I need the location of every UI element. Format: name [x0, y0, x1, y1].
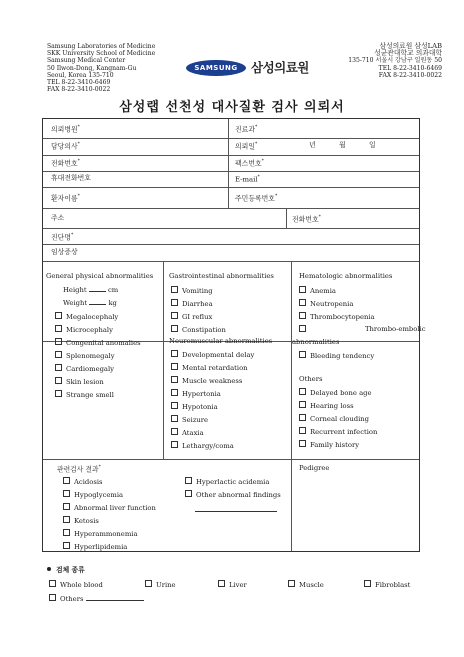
- col-divider: [286, 208, 287, 228]
- checkbox[interactable]: [299, 286, 306, 293]
- checkbox-item[interactable]: Hypertonia: [171, 389, 221, 398]
- checkbox[interactable]: [171, 389, 178, 396]
- checkbox[interactable]: [171, 286, 178, 293]
- checkbox-item[interactable]: Anemia: [299, 286, 336, 295]
- checkbox[interactable]: [218, 580, 225, 587]
- patient-phone-label: 전화번호*: [292, 215, 321, 224]
- col-divider: [228, 187, 229, 208]
- address-line: TEL 8-22-3410-6469: [47, 79, 111, 87]
- other-findings-line[interactable]: [195, 511, 277, 512]
- checkbox[interactable]: [171, 376, 178, 383]
- checkbox-item[interactable]: Splenomegaly: [55, 351, 115, 360]
- row-divider: [43, 244, 419, 245]
- address-line: 135-710 서울시 강남구 일원동 50: [348, 57, 442, 65]
- phone-label: 전화번호*: [51, 159, 80, 168]
- request-date-label: 의뢰일*: [235, 142, 258, 151]
- others-line[interactable]: [86, 600, 144, 601]
- col-divider: [228, 119, 229, 187]
- neuro-heading: Neuromuscular abnormalities: [169, 337, 273, 345]
- address-line: Samsung Medical Center: [47, 57, 126, 65]
- checkbox[interactable]: [299, 299, 306, 306]
- row-divider: [43, 138, 419, 139]
- checkbox[interactable]: [299, 401, 306, 408]
- row-divider: [43, 261, 419, 262]
- row-divider: [43, 208, 419, 209]
- specimen-option[interactable]: Urine: [145, 580, 176, 589]
- bullet-icon: [47, 567, 51, 571]
- checkbox[interactable]: [299, 312, 306, 319]
- specimen-option-others[interactable]: Others: [49, 594, 144, 603]
- hemato-heading: Hematologic abnormalities: [299, 272, 393, 280]
- checkbox-item[interactable]: Mental retardation: [171, 363, 248, 372]
- checkbox-item[interactable]: Megalocephaly: [55, 312, 118, 321]
- symptoms-label: 임상증상: [51, 248, 78, 256]
- checkbox-item[interactable]: Abnormal liver function: [63, 503, 156, 512]
- row-divider: [43, 171, 419, 172]
- checkbox-item[interactable]: Congenital anomalies: [55, 338, 141, 347]
- checkbox-item[interactable]: Vomiting: [171, 286, 213, 295]
- checkbox[interactable]: [171, 363, 178, 370]
- row-divider: [43, 155, 419, 156]
- checkbox[interactable]: [63, 477, 70, 484]
- checkbox-item[interactable]: Other abnormal findings: [185, 490, 281, 499]
- checkbox[interactable]: [63, 529, 70, 536]
- checkbox-item[interactable]: Seizure: [171, 415, 208, 424]
- weight-field[interactable]: Weight kg: [63, 299, 117, 307]
- related-heading: 관련검사 결과*: [57, 465, 101, 474]
- checkbox-item[interactable]: [299, 325, 310, 334]
- checkbox[interactable]: [63, 542, 70, 549]
- samsung-logo-oval: SAMSUNG: [186, 60, 246, 76]
- checkbox[interactable]: [63, 516, 70, 523]
- checkbox-item[interactable]: Hypoglycemia: [63, 490, 123, 499]
- checkbox[interactable]: [299, 427, 306, 434]
- checkbox[interactable]: [55, 364, 62, 371]
- checkbox[interactable]: [171, 325, 178, 332]
- diagnosis-label: 진단명*: [51, 233, 74, 242]
- address-line: FAX 8-22-3410-0022: [47, 86, 111, 94]
- address-line: SKK University School of Medicine: [47, 50, 156, 58]
- address-line: TEL 8-22-3410-6469: [378, 64, 442, 72]
- checkbox[interactable]: [171, 402, 178, 409]
- row-divider: [43, 459, 419, 460]
- address-line: 성균관대학교 의과대학: [374, 49, 442, 58]
- checkbox-item[interactable]: Cardiomegaly: [55, 364, 114, 373]
- pedigree-heading: Pedigree: [299, 464, 330, 472]
- doctor-label: 담당의사*: [51, 142, 80, 151]
- checkbox[interactable]: [171, 428, 178, 435]
- checkbox-item[interactable]: Lethargy/coma: [171, 441, 234, 450]
- others-heading: Others: [299, 375, 323, 383]
- email-label: E-mail*: [235, 175, 260, 184]
- specimen-option[interactable]: Muscle: [288, 580, 324, 589]
- row-divider: [43, 228, 419, 229]
- checkbox-item[interactable]: Family history: [299, 440, 359, 449]
- checkbox-item[interactable]: Microcephaly: [55, 325, 113, 334]
- lab-address-en: [47, 43, 197, 93]
- col-divider: [291, 261, 292, 551]
- date-day: 일: [369, 141, 376, 149]
- samsung-logo: [186, 58, 321, 80]
- checkbox-item[interactable]: Constipation: [171, 325, 226, 334]
- checkbox-item[interactable]: Corneal clouding: [299, 414, 369, 423]
- checkbox[interactable]: [171, 299, 178, 306]
- checkbox[interactable]: [185, 477, 192, 484]
- date-year: 년: [309, 141, 316, 149]
- resident-no-label: 주민등록번호*: [235, 194, 278, 203]
- checkbox[interactable]: [185, 490, 192, 497]
- patient-name-label: 환자이름*: [51, 194, 80, 203]
- checkbox-item[interactable]: Recurrent infection: [299, 427, 377, 436]
- checkbox-item[interactable]: Hypotonia: [171, 402, 218, 411]
- checkbox[interactable]: [171, 415, 178, 422]
- checkbox[interactable]: [299, 388, 306, 395]
- checkbox-item[interactable]: Ataxia: [171, 428, 204, 437]
- checkbox[interactable]: [55, 351, 62, 358]
- address-line: Samsung Laboratories of Medicine: [47, 43, 156, 50]
- checkbox[interactable]: [55, 325, 62, 332]
- checkbox[interactable]: [145, 580, 152, 587]
- checkbox-item[interactable]: Bleeding tendency: [299, 351, 374, 360]
- checkbox[interactable]: [299, 351, 306, 358]
- specimen-option[interactable]: Whole blood: [49, 580, 103, 589]
- checkbox-item[interactable]: Hyperlactic acidemia: [185, 477, 269, 486]
- checkbox-item[interactable]: Diarrhea: [171, 299, 213, 308]
- abnormalities-word: abnormalities: [292, 338, 340, 346]
- fax-label: 팩스번호*: [235, 159, 264, 168]
- checkbox-item[interactable]: Acidosis: [63, 477, 102, 486]
- address-line: Seoul, Korea 135-710: [47, 71, 114, 79]
- checkbox[interactable]: [364, 580, 371, 587]
- checkbox[interactable]: [49, 580, 56, 587]
- thrombo-embolic-label: Thrombo-embolic: [365, 325, 426, 333]
- height-field[interactable]: Height cm: [63, 286, 119, 294]
- checkbox-item[interactable]: Neutropenia: [299, 299, 353, 308]
- checkbox[interactable]: [55, 377, 62, 384]
- dept-label: 진료과*: [235, 125, 258, 134]
- checkbox[interactable]: [171, 312, 178, 319]
- date-month: 월: [339, 141, 346, 149]
- checkbox[interactable]: [55, 312, 62, 319]
- checkbox-item[interactable]: Hyperammonemia: [63, 529, 138, 538]
- specimen-option[interactable]: Liver: [218, 580, 247, 589]
- general-heading: General physical abnormalities: [46, 272, 154, 280]
- form-title: 삼성랩 선천성 대사질환 검사 의뢰서: [119, 100, 345, 115]
- checkbox[interactable]: [55, 390, 62, 397]
- checkbox[interactable]: [299, 440, 306, 447]
- request-form-table: [42, 118, 426, 552]
- checkbox[interactable]: [171, 441, 178, 448]
- checkbox-item[interactable]: Hearing loss: [299, 401, 354, 410]
- hospital-label: 의뢰병원*: [51, 125, 80, 134]
- checkbox-item[interactable]: Hyperlipidemia: [63, 542, 127, 551]
- checkbox[interactable]: [288, 580, 295, 587]
- address-label: 주소: [51, 214, 65, 222]
- checkbox[interactable]: [299, 325, 306, 332]
- checkbox-item[interactable]: Muscle weakness: [171, 376, 242, 385]
- specimen-option[interactable]: Fibroblast: [364, 580, 410, 589]
- lab-address-kr: [322, 43, 442, 79]
- address-line: 50 Ilwon-Dong, Kangnam-Gu: [47, 64, 137, 72]
- checkbox[interactable]: [63, 490, 70, 497]
- checkbox[interactable]: [171, 350, 178, 357]
- checkbox-item[interactable]: Thrombocytopenia: [299, 312, 375, 321]
- checkbox[interactable]: [63, 503, 70, 510]
- address-line: 삼성의료원 삼성LAB: [379, 42, 442, 50]
- specimen-heading: 검체 종류: [47, 566, 85, 574]
- gastro-heading: Gastrointestinal abnormalities: [169, 272, 274, 280]
- col-divider: [163, 261, 164, 459]
- samsung-logo-korean: 삼성의료원: [251, 60, 309, 75]
- checkbox-item[interactable]: Ketosis: [63, 516, 99, 525]
- mobile-label: 휴대전화번호: [51, 174, 91, 182]
- checkbox[interactable]: [49, 594, 56, 601]
- checkbox-item[interactable]: Skin lesion: [55, 377, 104, 386]
- checkbox-item[interactable]: Strange smell: [55, 390, 114, 399]
- checkbox-item[interactable]: Developmental delay: [171, 350, 254, 359]
- checkbox-item[interactable]: GI reflux: [171, 312, 212, 321]
- checkbox[interactable]: [299, 414, 306, 421]
- checkbox-item[interactable]: Delayed bone age: [299, 388, 372, 397]
- row-divider: [43, 187, 419, 188]
- address-line: FAX 8-22-3410-0022: [378, 71, 442, 79]
- checkbox[interactable]: [55, 338, 62, 345]
